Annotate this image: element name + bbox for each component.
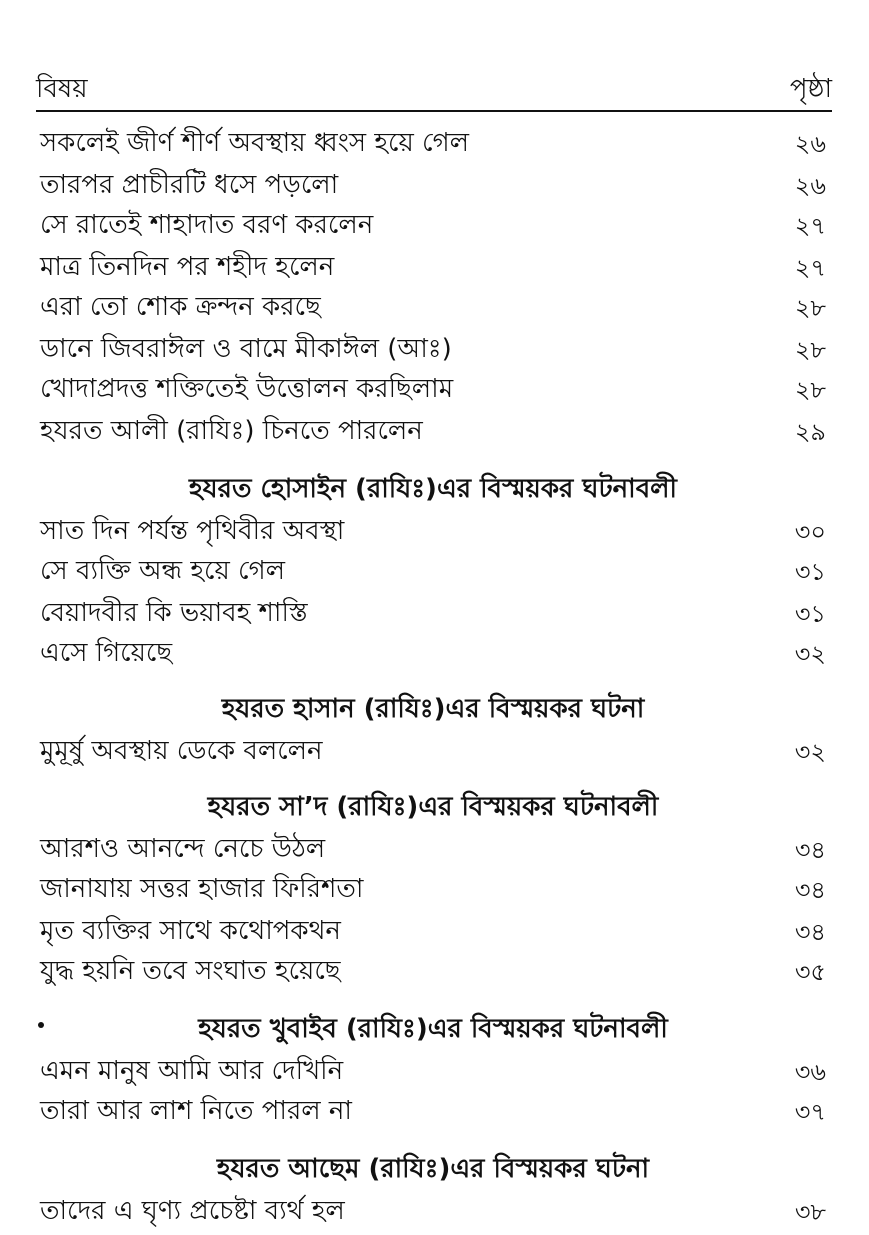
toc-entry [40,1050,826,1090]
entry-page: ৩১ [794,558,826,586]
entry-page: ২৮ [794,294,826,322]
entry-title: সে ব্যক্তি অন্ধ হয়ে গেল [40,556,285,586]
entry-page: ৩২ [794,738,826,766]
page-column-header: পৃষ্ঠা [789,74,832,104]
entry-title: মৃত ব্যক্তির সাথে কথোপকথন [40,916,341,946]
entry-page: ৩৬ [794,1058,826,1086]
entry-page: ২৭ [794,212,826,240]
section-heading: হযরত আছেম (রাযিঃ)এর বিস্ময়কর ঘটনা [216,1154,650,1184]
toc-entry [40,246,826,286]
entry-page: ২৭ [794,254,826,282]
toc-entry [40,410,826,450]
entry-title: সকলেই জীর্ণ শীর্ণ অবস্থায় ধ্বংস হয়ে গেল [40,128,470,158]
entry-title: তাদের এ ঘৃণ্য প্রচেষ্টা ব্যর্থ হল [40,1196,345,1226]
entry-page: ২৬ [794,130,826,158]
entry-page: ৩৪ [794,836,826,864]
entry-title: জানাযায় সত্তর হাজার ফিরিশতা [40,874,364,904]
entry-title: এরা তো শোক ক্রন্দন করছে [40,292,321,322]
entry-page: ২৯ [794,418,826,446]
toc-entry [40,592,826,632]
entry-title: আরশও আনন্দে নেচে উঠল [40,834,326,864]
entry-page: ২৮ [794,336,826,364]
entry-title: সে রাতেই শাহাদাত বরণ করলেন [40,210,374,240]
entry-page: ৩৪ [794,876,826,904]
toc-entry [40,286,826,326]
toc-entry [40,1190,826,1230]
entry-page: ২৮ [794,376,826,404]
subject-column-header: বিষয় [36,74,88,104]
toc-header [36,58,832,112]
entry-page: ৩১ [794,600,826,628]
toc-entry [40,828,826,868]
entry-title: ডানে জিবরাঈল ও বামে মীকাঈল (আঃ) [40,334,452,364]
section-heading: হযরত হোসাইন (রাযিঃ)এর বিস্ময়কর ঘটনাবলী [189,474,677,504]
entry-title: মুমূর্ষু অবস্থায় ডেকে বললেন [40,736,323,766]
entry-title: সাত দিন পর্যন্ত পৃথিবীর অবস্থা [40,516,345,546]
entry-page: ৩০ [794,518,826,546]
toc-entry [40,164,826,204]
toc-entry [40,950,826,990]
entry-page: ৩৫ [794,958,826,986]
toc-entry [40,122,826,162]
toc-entry [40,550,826,590]
toc-entry [40,1090,826,1130]
entry-page: ৩২ [794,640,826,668]
toc-entry [40,510,826,550]
entry-title: হযরত আলী (রাযিঃ) চিনতে পারলেন [40,416,423,446]
toc-entry [40,204,826,244]
toc-entry [40,368,826,408]
entry-title: এসে গিয়েছে [40,638,173,668]
entry-page: ৩৪ [794,918,826,946]
toc-entry [40,910,826,950]
entry-page: ২৬ [794,172,826,200]
entry-title: যুদ্ধ হয়নি তবে সংঘাত হয়েছে [40,956,341,986]
section-heading: হযরত হাসান (রাযিঃ)এর বিস্ময়কর ঘটনা [221,694,645,724]
toc-entry [40,868,826,908]
section-heading: হযরত খুবাইব (রাযিঃ)এর বিস্ময়কর ঘটনাবলী [198,1014,668,1044]
entry-page: ৩৭ [794,1098,826,1126]
entry-title: তারা আর লাশ নিতে পারল না [40,1096,352,1126]
entry-title: এমন মানুষ আমি আর দেখিনি [40,1056,344,1086]
entry-title: বেয়াদবীর কি ভয়াবহ শাস্তি [40,598,308,628]
entry-title: মাত্র তিনদিন পর শহীদ হলেন [40,252,335,282]
toc-entry [40,328,826,368]
section-heading: হযরত সা’দ (রাযিঃ)এর বিস্ময়কর ঘটনাবলী [207,792,659,822]
toc-entry [40,730,826,770]
entry-title: খোদাপ্রদত্ত শক্তিতেই উত্তোলন করছিলাম [40,374,454,404]
entry-title: তারপর প্রাচীরটি ধসে পড়লো [40,170,339,200]
toc-entry [40,632,826,672]
entry-page: ৩৮ [794,1198,826,1226]
